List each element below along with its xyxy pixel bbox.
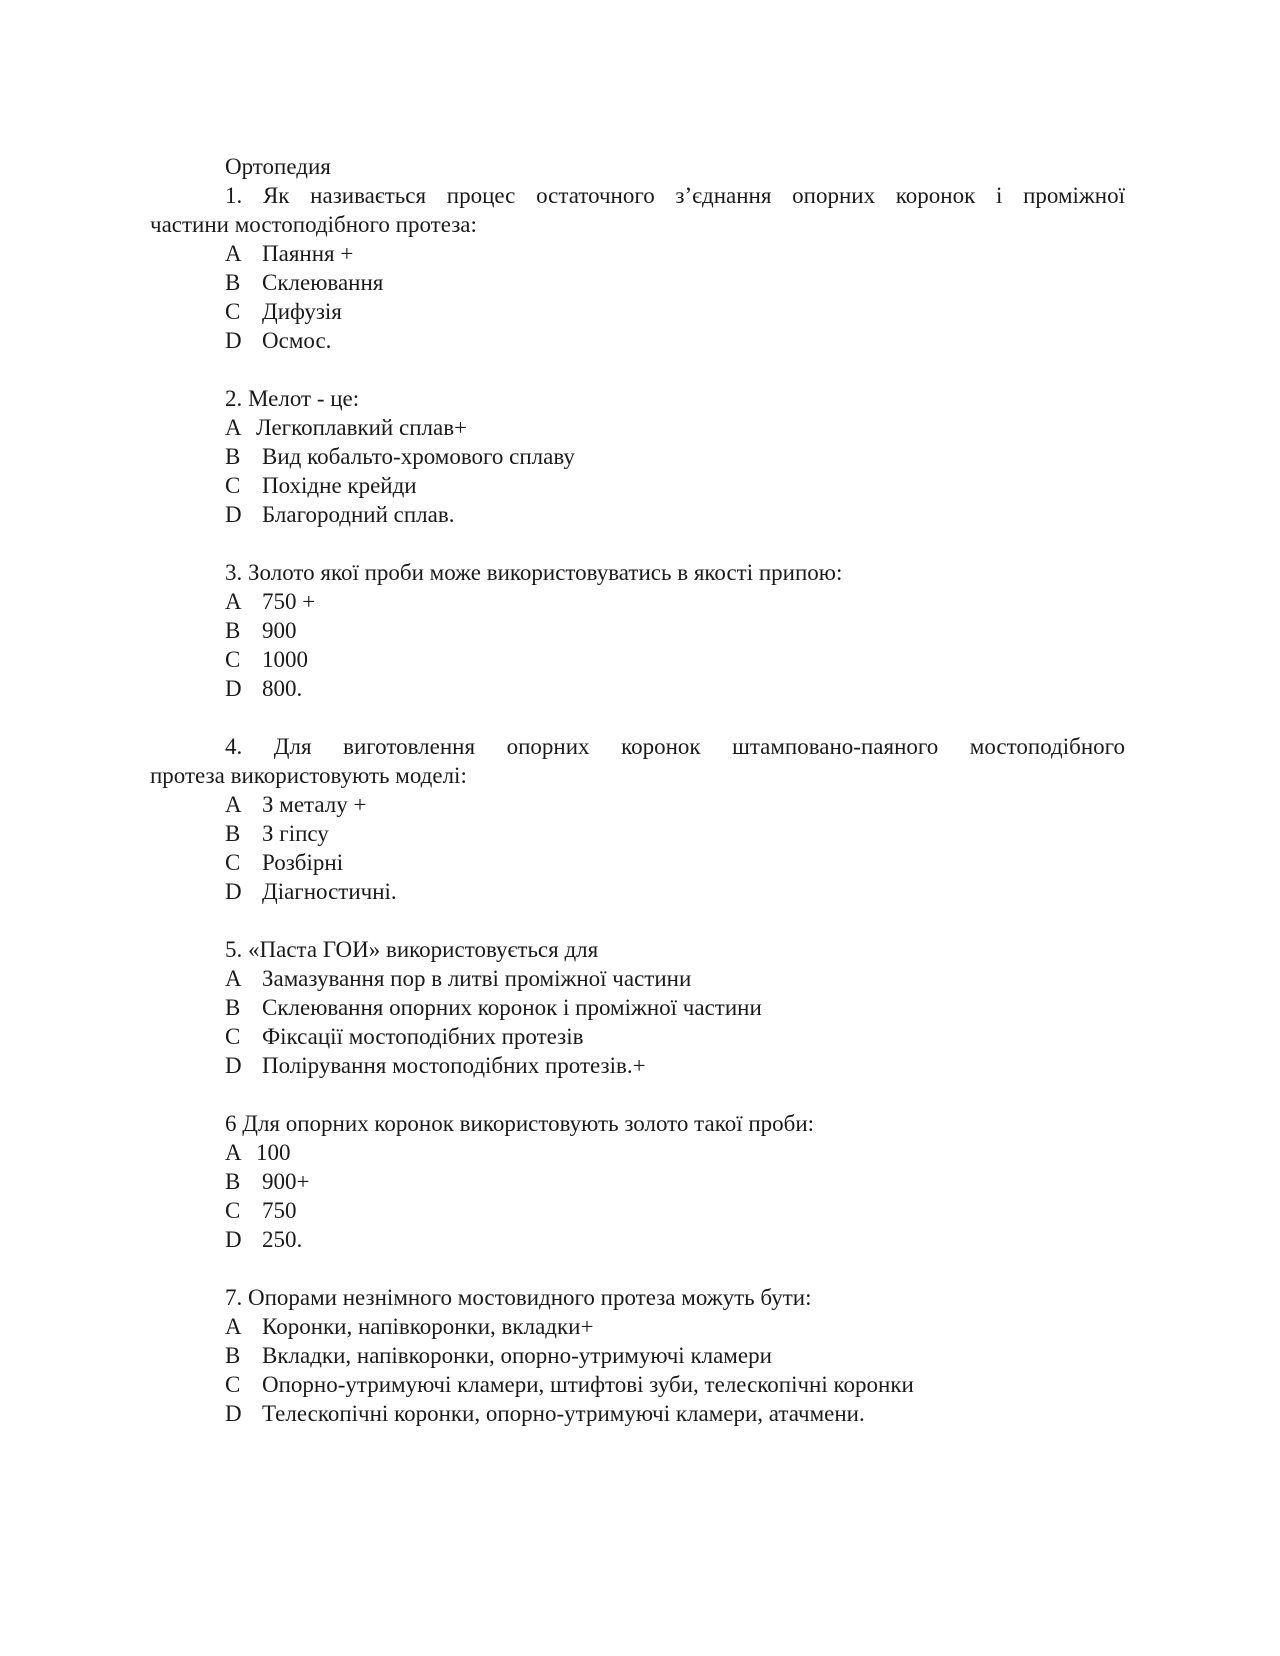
question-7-text: 7. Опорами незнімного мостовидного протеза можуть бути: [225,1285,812,1310]
option-text: Паяння + [262,241,354,266]
option-text: 900+ [262,1169,310,1194]
question-2-option-d [225,500,454,529]
option-text: Благородний сплав. [262,502,455,527]
option-letter: D [225,879,242,904]
option-text: Осмос. [262,328,332,353]
document-title: Ортопедия [225,154,331,179]
question-5-option-d [225,1051,646,1080]
option-text: Легкоплавкий сплав+ [256,415,468,440]
option-text: Дифузія [262,299,342,324]
question-6-option-a [225,1138,291,1167]
question-4-option-b [225,819,329,848]
question-3-option-b [225,616,297,645]
option-letter: A [225,966,242,991]
question-6-option-d [225,1225,302,1254]
option-text: 800. [262,676,303,701]
option-letter: C [225,1024,241,1049]
question-1-option-d [225,326,331,355]
question-7-option-a [225,1312,593,1341]
option-letter: C [225,473,241,498]
option-letter: B [225,995,241,1020]
question-3-option-a [225,587,315,616]
question-1-option-b [225,268,383,297]
option-text: З гіпсу [262,821,329,846]
question-2-option-c [225,471,417,500]
option-text: Розбірні [262,850,344,875]
option-letter: B [225,618,241,643]
question-5-option-c [225,1022,583,1051]
option-letter: A [225,792,242,817]
option-text: Похідне крейди [262,473,417,498]
option-text: Опорно-утримуючі кламери, штифтові зуби, телескопічні коронки [262,1372,914,1397]
option-text: Діагностичні. [262,879,397,904]
option-text: 100 [256,1140,291,1165]
option-text: Полірування мостоподібних протезів.+ [262,1053,646,1078]
option-text: Склеювання [262,270,384,295]
option-text: Склеювання опорних коронок і проміжної частини [262,995,762,1020]
question-3-option-c [225,645,308,674]
option-letter: C [225,850,241,875]
question-4-text-cont: протеза використовують моделі: [150,763,467,788]
question-1-option-c [225,297,342,326]
question-1-text: 1. Як називається процес остаточного з’єднання опорних коронок і проміжної [225,183,1125,208]
option-letter: D [225,1227,242,1252]
question-1-option-a [225,239,353,268]
option-letter: B [225,270,241,295]
option-text: Коронки, напівкоронки, вкладки+ [262,1314,594,1339]
option-letter: A [225,1140,242,1165]
option-text: З металу + [262,792,367,817]
question-4-text: 4. Для виготовлення опорних коронок штамповано-паяного мостоподібного [225,734,1125,759]
question-7-option-b [225,1341,772,1370]
question-2-option-b [225,442,575,471]
option-text: Телескопічні коронки, опорно-утримуючі кламери, атачмени. [262,1401,865,1426]
option-letter: A [225,1314,242,1339]
option-letter: B [225,821,241,846]
question-6-text: 6 Для опорних коронок використовують золото такої проби: [225,1111,815,1136]
option-letter: B [225,444,241,469]
question-7-option-c [225,1370,914,1399]
option-text: 750 + [262,589,316,614]
question-5-text: 5. «Паста ГОИ» використовується для [225,937,599,962]
question-4-option-d [225,877,397,906]
question-2-option-a [225,413,467,442]
option-letter: B [225,1343,241,1368]
option-text: Фіксації мостоподібних протезів [262,1024,584,1049]
option-text: Вкладки, напівкоронки, опорно-утримуючі кламери [262,1343,772,1368]
option-letter: D [225,676,242,701]
question-4-option-c [225,848,343,877]
option-letter: C [225,647,241,672]
option-text: Замазування пор в литві проміжної частини [262,966,692,991]
option-letter: D [225,328,242,353]
question-6-option-b [225,1167,309,1196]
option-letter: A [225,415,242,440]
question-3-text: 3. Золото якої проби може використовуватись в якості припою: [225,560,843,585]
option-text: Вид кобальто-хромового сплаву [262,444,575,469]
option-letter: C [225,1372,241,1397]
option-letter: D [225,502,242,527]
question-7-option-d [225,1399,865,1428]
question-5-option-b [225,993,762,1022]
question-6-option-c [225,1196,297,1225]
question-5-option-a [225,964,691,993]
option-letter: C [225,299,241,324]
option-text: 900 [262,618,297,643]
question-3-option-d [225,674,302,703]
option-letter: D [225,1053,242,1078]
option-letter: B [225,1169,241,1194]
option-letter: C [225,1198,241,1223]
option-text: 1000 [262,647,308,672]
option-letter: A [225,241,242,266]
question-4-option-a [225,790,366,819]
option-letter: D [225,1401,242,1426]
question-1-text-cont: частини мостоподібного протеза: [150,212,477,237]
option-text: 250. [262,1227,303,1252]
option-letter: A [225,589,242,614]
question-2-text: 2. Мелот - це: [225,386,360,411]
option-text: 750 [262,1198,297,1223]
